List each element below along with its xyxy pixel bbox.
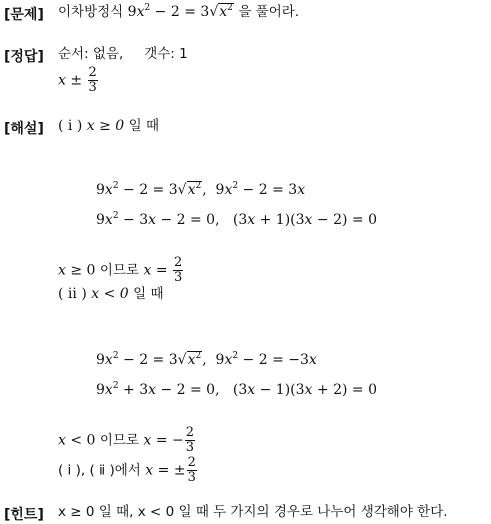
answer-order: 순서: 없음, — [58, 46, 124, 62]
case2-fraction: $\frac{2}{3}$ — [185, 425, 195, 455]
case2-label: ( ⅱ ) — [58, 286, 87, 302]
case1-condition: x ≥ 0 — [86, 118, 125, 134]
problem-text-prefix: 이차방정식 — [58, 4, 124, 20]
hint-text: x ≥ 0 일 때, x < 0 일 때 두 가지의 경우로 나누어 생각해야 한다. — [58, 504, 448, 520]
answer-value: x ± $\frac{2}{3}$ — [58, 65, 97, 95]
case2-since: 이므로 — [99, 432, 140, 449]
answer-label: [정답] — [4, 49, 44, 65]
case2-equation-1: $9x^2 - 2 = 3√x^2$, $9x^2 - 2 = -3x$ — [96, 351, 317, 368]
answer-meta — [58, 44, 188, 64]
case2-condition: x < 0 — [91, 286, 129, 302]
solution-label: [해설] — [4, 121, 44, 137]
case1-equation-2: $9x^2 - 3x - 2 = 0$, (3x + 1)(3x − 2) = 0 — [96, 211, 377, 228]
combined-fraction: $\frac{2}{3}$ — [187, 455, 196, 485]
problem-equation: $9x^2 - 2 = 3√x^2$ — [127, 3, 233, 20]
hint-label: [힌트] — [4, 507, 44, 523]
case2-equation-2: $9x^2 + 3x - 2 = 0$, (3x − 1)(3x + 2) = 0 — [96, 381, 377, 398]
case1-equation-1: $9x^2 - 2 = 3√x^2$, $9x^2 - 2 = 3x$ — [96, 181, 306, 198]
case2-when: 일 때 — [133, 286, 164, 302]
combined-result: ( ⅰ ), ( ⅱ )에서 x = ± $\frac{2}{3}$ — [58, 455, 196, 485]
case1-fraction: $\frac{2}{3}$ — [174, 255, 183, 285]
problem-statement — [58, 2, 299, 22]
case2-result: x < 0 이므로 x = − $\frac{2}{3}$ — [58, 425, 195, 455]
answer-fraction: $\frac{2}{3}$ — [88, 65, 97, 95]
problem-text-suffix: 을 풀어라. — [238, 4, 300, 20]
problem-label: [문제] — [4, 7, 44, 23]
case2-heading — [58, 284, 164, 304]
answer-count: 갯수: 1 — [144, 46, 188, 62]
case1-when: 일 때 — [128, 118, 160, 134]
case1-label: ( ⅰ ) — [58, 118, 83, 134]
case1-result: x ≥ 0 이므로 x = $\frac{2}{3}$ — [58, 255, 183, 285]
case1-heading — [58, 116, 159, 136]
case1-since: 이므로 — [99, 262, 140, 279]
combine-text: ( ⅰ ), ( ⅱ )에서 — [58, 462, 141, 479]
